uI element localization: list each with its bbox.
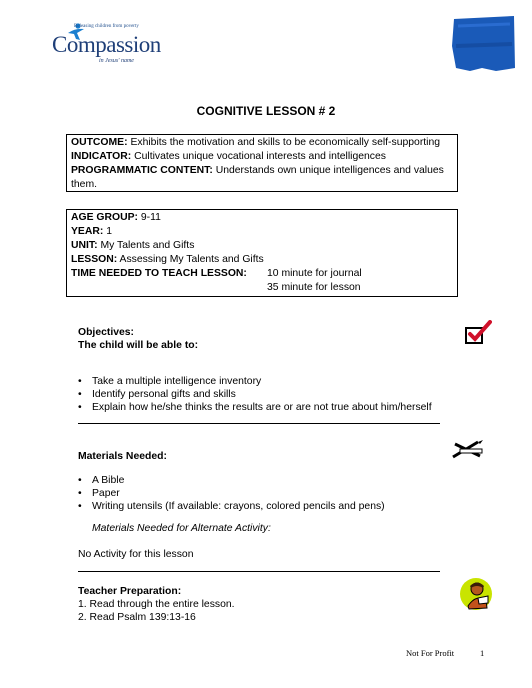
list-item: • Take a multiple intelligence inventory — [78, 375, 432, 388]
time-journal: 10 minute for journal — [267, 268, 362, 279]
year-value: 1 — [106, 226, 113, 237]
list-item: • Paper — [78, 487, 385, 500]
programmatic-content-text: Understands own unique intelligences and values — [215, 165, 444, 176]
teacher-reading-icon — [458, 576, 494, 612]
lesson-label: LESSON: — [71, 254, 118, 265]
indicator-label: INDICATOR: — [71, 151, 132, 162]
outcome-box — [66, 134, 458, 192]
list-item: 1. Read through the entire lesson. — [78, 599, 235, 610]
materials-heading: Materials Needed: — [78, 451, 167, 462]
teacher-prep-heading: Teacher Preparation: — [78, 586, 182, 597]
alternate-materials-heading: Materials Needed for Alternate Activity: — [92, 523, 271, 534]
time-lesson: 35 minute for lesson — [267, 282, 361, 293]
compassion-logo — [52, 22, 172, 72]
year-label: YEAR: — [71, 226, 104, 237]
objectives-list — [78, 375, 432, 414]
unit-label: UNIT: — [71, 240, 98, 251]
programmatic-content-label: PROGRAMMATIC CONTENT: — [71, 165, 213, 176]
programmatic-content-text-cont: them. — [71, 179, 97, 190]
logo-subtitle: in Jesus' name — [99, 58, 134, 64]
age-group-label: AGE GROUP: — [71, 212, 138, 223]
list-item: 2. Read Psalm 139:13-16 — [78, 612, 196, 623]
materials-list — [78, 474, 385, 513]
unit-value: My Talents and Gifts — [100, 240, 195, 251]
lesson-value: Assessing My Talents and Gifts — [119, 254, 264, 265]
checkbox-check-icon — [464, 320, 492, 346]
divider — [78, 571, 440, 572]
list-item: • Explain how he/she thinks the results are or are not true about him/herself — [78, 401, 432, 414]
objectives-subheading: The child will be able to: — [78, 340, 199, 351]
time-needed-label: TIME NEEDED TO TEACH LESSON: — [71, 268, 247, 279]
age-group-value: 9-11 — [140, 212, 161, 223]
logo-wordmark: Compassion — [52, 32, 161, 57]
page-number: 1 — [480, 648, 485, 658]
pencils-icon — [450, 438, 486, 460]
footer-not-for-profit: Not For Profit — [406, 648, 455, 658]
logo-tagline: Releasing children from poverty — [74, 24, 139, 29]
objectives-heading: Objectives: — [78, 327, 135, 338]
list-item: • A Bible — [78, 474, 385, 487]
outcome-label: OUTCOME: — [71, 137, 128, 148]
list-item: • Writing utensils (If available: crayons, colored pencils and pens) — [78, 500, 385, 513]
outcome-text: Exhibits the motivation and skills to be economically self-supporting — [130, 137, 441, 148]
divider — [78, 423, 440, 424]
indicator-text: Cultivates unique vocational interests and intelligences — [134, 151, 386, 162]
alternate-activity-text: No Activity for this lesson — [78, 549, 194, 560]
lesson-title: COGNITIVE LESSON # 2 — [196, 104, 336, 118]
lesson-info-box — [66, 209, 458, 297]
blue-brand-block — [452, 16, 516, 72]
list-item: • Identify personal gifts and skills — [78, 388, 432, 401]
